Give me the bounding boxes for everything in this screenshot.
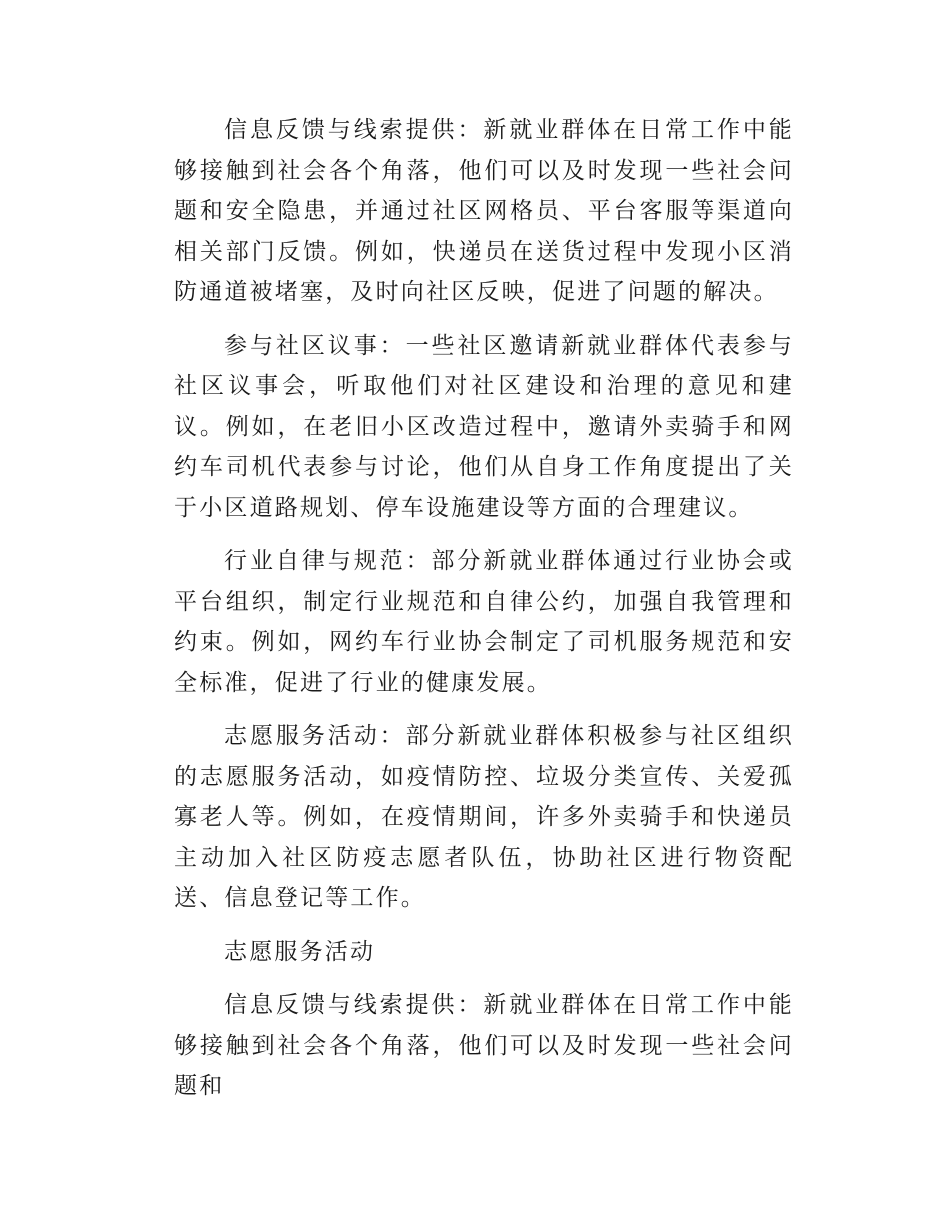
document-body [174,110,794,1120]
paragraph-info-feedback: 信息反馈与线索提供：新就业群体在日常工作中能够接触到社会各个角落，他们可以及时发现一些社会问题和安全隐患，并通过社区网格员、平台客服等渠道向相关部门反馈。例如，快递员在送货过程中发现小区消防通道被堵塞，及时向社区反映，促进了问题的解决。 [174,117,794,305]
paragraph-volunteer-service: 志愿服务活动：部分新就业群体积极参与社区组织的志愿服务活动，如疫情防控、垃圾分类宣传、关爱孤寡老人等。例如，在疫情期间，许多外卖骑手和快递员主动加入社区防疫志愿者队伍，协助社区进行物资配送、信息登记等工作。 [174,723,794,911]
paragraph-community-discussion: 参与社区议事：一些社区邀请新就业群体代表参与社区议事会，听取他们对社区建设和治理的意见和建议。例如，在老旧小区改造过程中，邀请外卖骑手和网约车司机代表参与讨论，他们从自身工作角度提出了关于小区道路规划、停车设施建设等方面的合理建议。 [174,332,794,521]
paragraph-industry-self-discipline: 行业自律与规范：部分新就业群体通过行业协会或平台组织，制定行业规范和自律公约，加强自我管理和约束。例如，网约车行业协会制定了司机服务规范和安全标准，促进了行业的健康发展。 [174,548,794,696]
section-heading-volunteer-service: 志愿服务活动 [224,938,376,965]
paragraph-info-feedback-repeat: 信息反馈与线索提供：新就业群体在日常工作中能够接触到社会各个角落，他们可以及时发现一些社会问题和 [174,992,794,1099]
